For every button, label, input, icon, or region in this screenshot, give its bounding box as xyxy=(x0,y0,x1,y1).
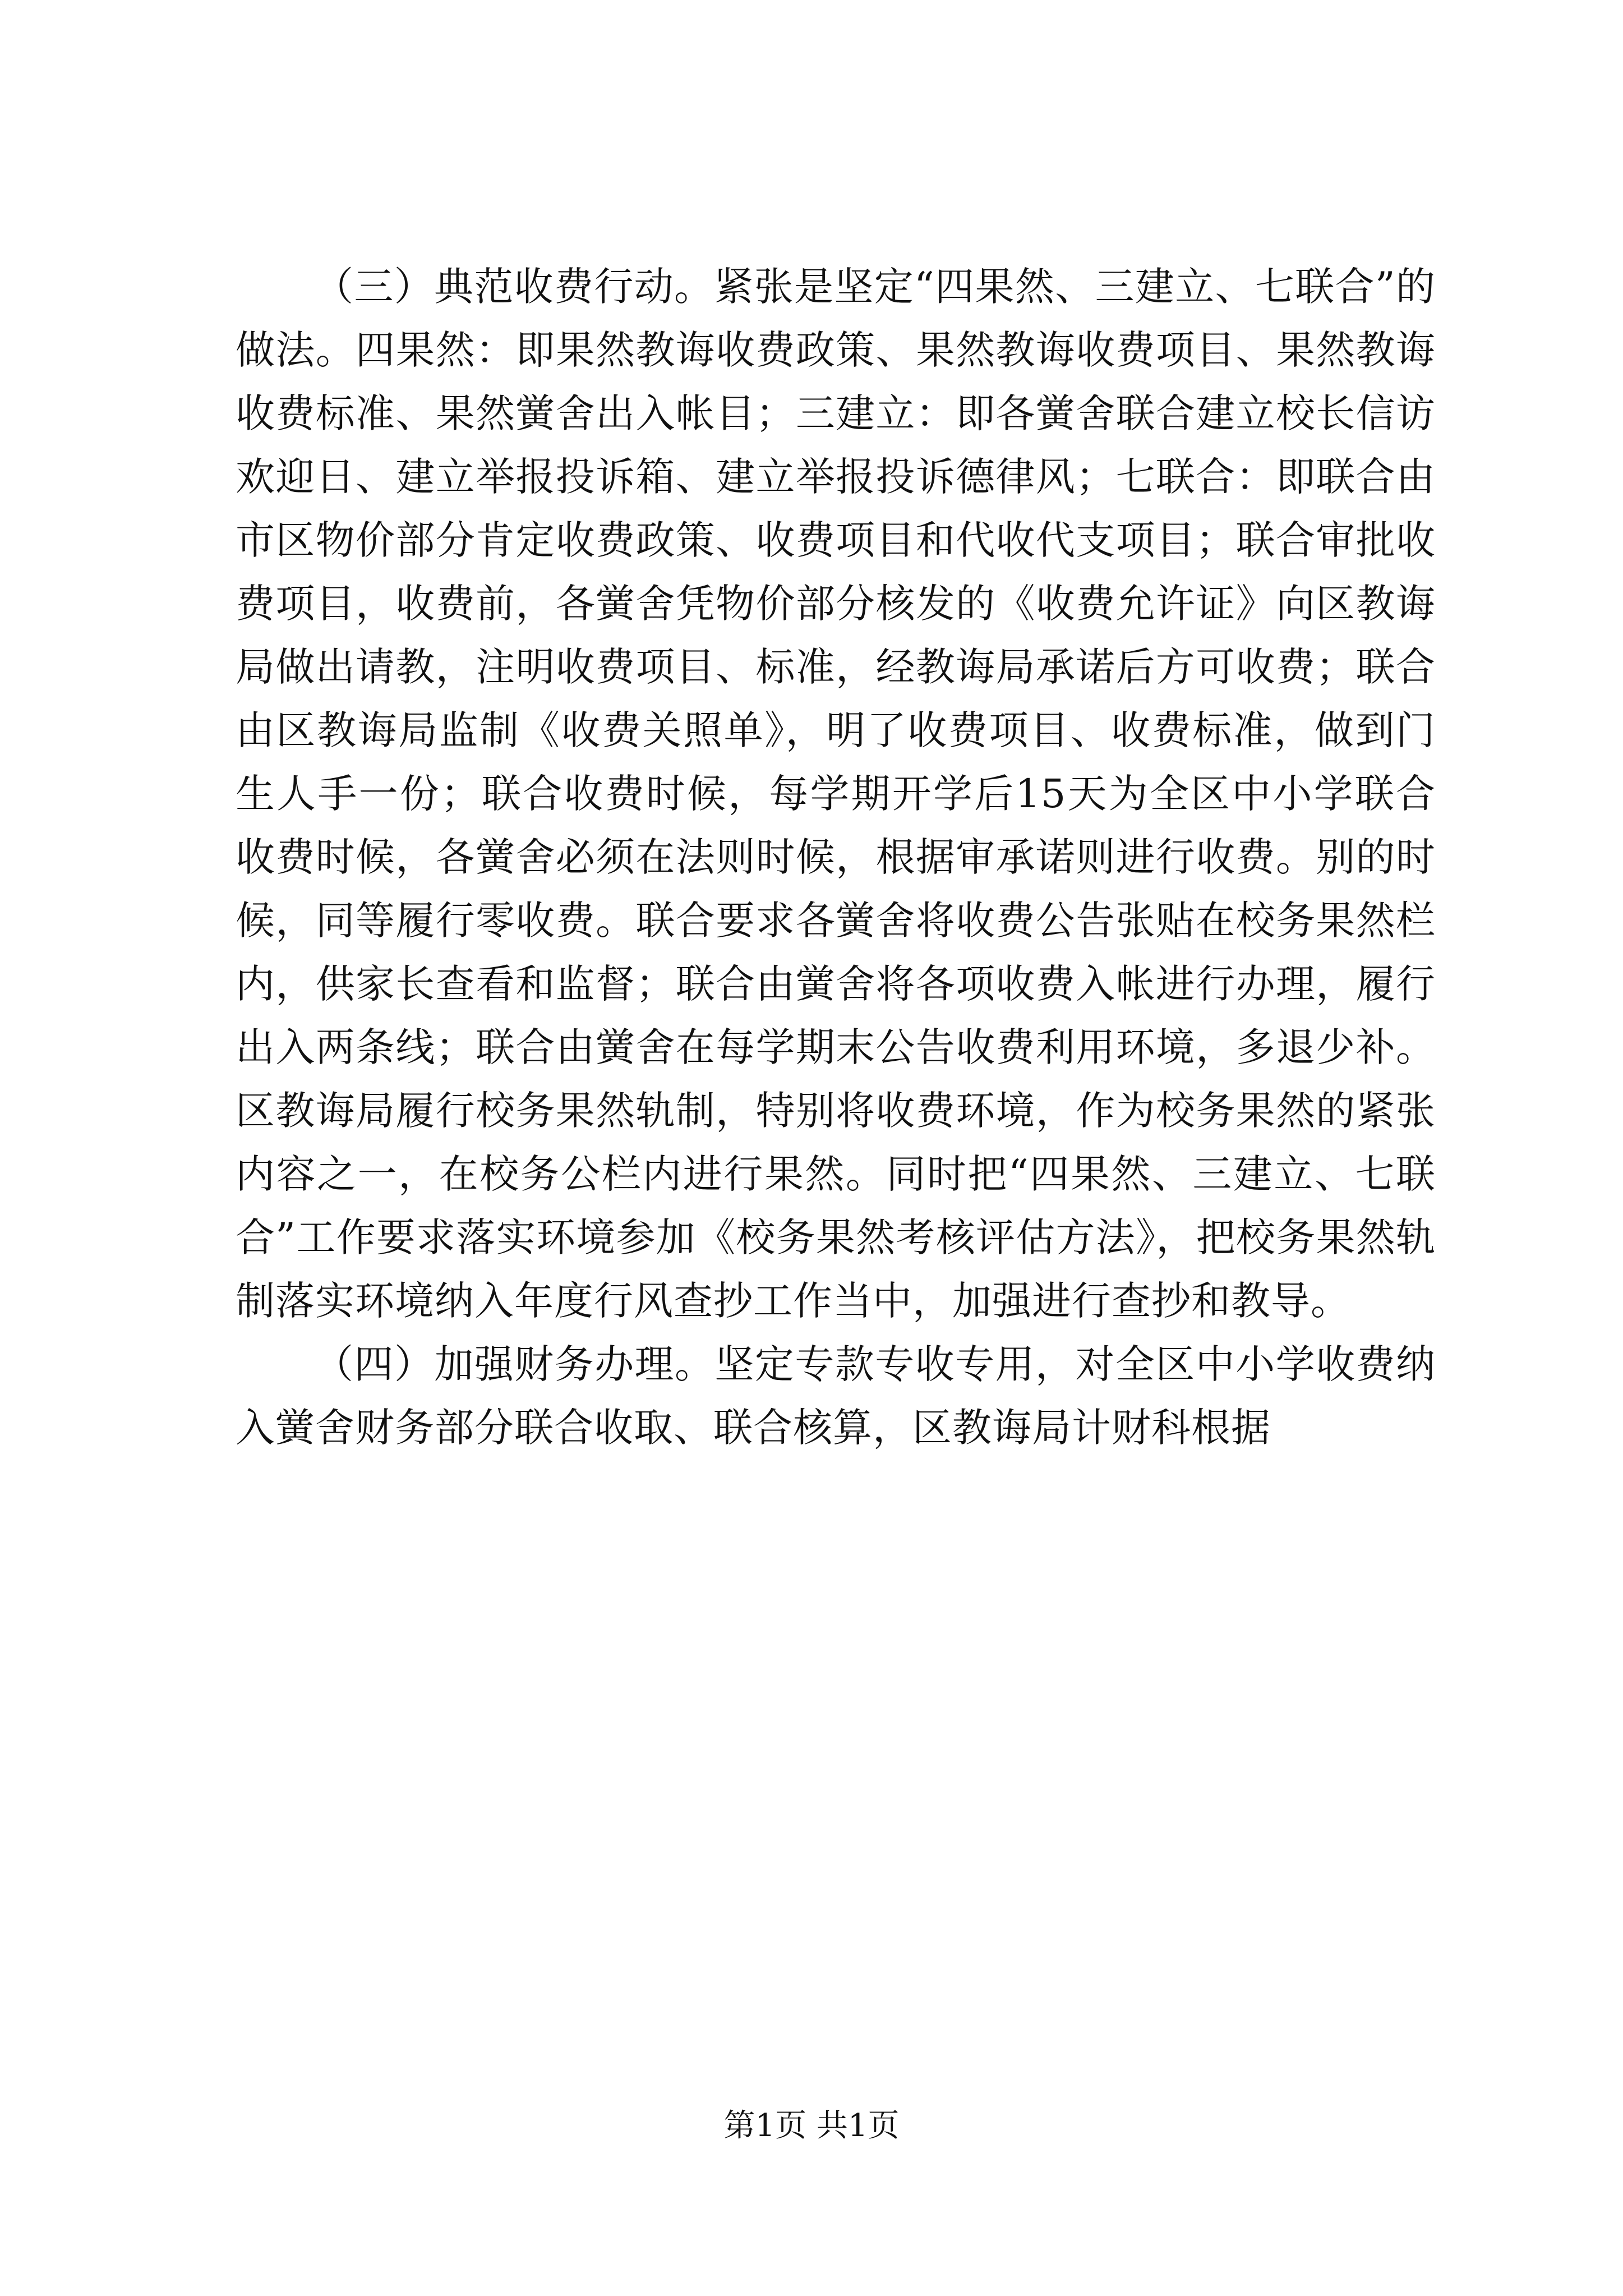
paragraph-fee-regulation: （三）典范收费行动。紧张是坚定“四果然、三建立、七联合”的做法。四果然：即果然教诲收费政策、果然教诲收费项目、果然教诲收费标准、果然黉舍出入帐目；三建立：即各黉舍联合建立校长信访欢迎日、建立举报投诉箱、建立举报投诉德律风；七联合：即联合由市区物价部分肯定收费政策、收费项目和代收代支项目；联合审批收费项目，收费前，各黉舍凭物价部分核发的《收费允许证》向区教诲局做出请教，注明收费项目、标准，经教诲局承诺后方可收费；联合由区教诲局监制《收费关照单》，明了收费项目、收费标准，做到门生人手一份；联合收费时候，每学期开学后15天为全区中小学联合收费时候，各黉舍必须在法则时候，根据审承诺则进行收费。别的时候，同等履行零收费。联合要求各黉舍将收费公告张贴在校务果然栏内，供家长查看和监督；联合由黉舍将各项收费入帐进行办理，履行出入两条线；联合由黉舍在每学期末公告收费利用环境，多退少补。区教诲局履行校务果然轨制，特别将收费环境，作为校务果然的紧张内容之一，在校务公栏内进行果然。同时把“四果然、三建立、七联合”工作要求落实环境参加《校务果然考核评估方法》，把校务果然轨制落实环境纳入年度行风查抄工作当中，加强进行查抄和教导。 xyxy=(236,264,1436,1324)
paragraph-financial-management: （四）加强财务办理。坚定专款专收专用，对全区中小学收费纳入黉舍财务部分联合收取、联合核算，区教诲局计财科根据 xyxy=(236,1341,1436,1451)
page-footer: 第1页 共1页 xyxy=(723,2108,900,2144)
document-body xyxy=(236,255,1436,1460)
